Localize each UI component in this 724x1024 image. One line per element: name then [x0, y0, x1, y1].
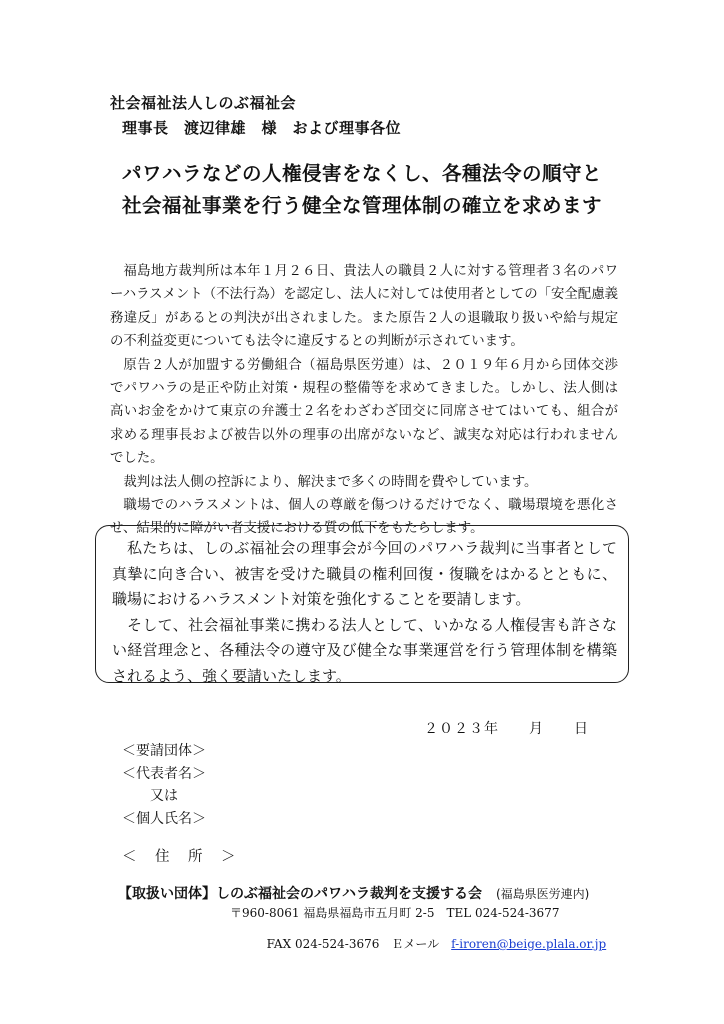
body-paragraph: 福島地方裁判所は本年１月２６日、貴法人の職員２人に対する管理者３名のパワーハラスメント（不法行為）を認定し、法人に対しては使用者としての「安全配慮義務違反」があるとの判決が出されました。また原告２人の退職取り扱いや給与規定の不利益変更についても法令に違反するとの判断が示されています。 [110, 264, 618, 350]
contact-fax-email [259, 921, 606, 952]
request-paragraph: 私たちは、しのぶ福祉会の理事会が今回のパワハラ裁判に当事者として真摯に向き合い、被害を受けた職員の権利回復・復職をはかるとともに、職場におけるハラスメント対策を強化することを要請します。 [112, 539, 617, 608]
field-representative: ＜代表者名＞ [122, 766, 206, 782]
organizer-sub: (福島県医労連内) [496, 887, 590, 901]
request-paragraph: そして、社会福祉事業に携わる法人として、いかなる人権侵害も許さない経営理念と、各種法令の遵守及び健全な事業運営を行う管理体制を構築されるよう、強く要請いたします。 [112, 615, 617, 685]
organizer-name: 【取扱い団体】しのぶ福祉会のパワハラ裁判を支援する会 [118, 886, 482, 902]
field-requesting-group: ＜要請団体＞ [122, 743, 206, 759]
field-address: ＜ 住 所 ＞ [122, 849, 238, 865]
body-paragraph: 裁判は法人側の控訴により、解決まで多くの時間を費やしています。 [123, 474, 538, 490]
body-paragraph: 職場でのハラスメントは、個人の尊厳を傷つけるだけでなく、職場環境を悪化させ、結果的に障がい者支援における質の低下をもたらします。 [110, 498, 618, 537]
document-title-line-1: パワハラなどの人権侵害をなくし、各種法令の順守と [121, 162, 602, 185]
fax-label: FAX 024-524-3676 Ｅメール [266, 937, 452, 951]
organizer [118, 883, 589, 903]
field-individual-name: ＜個人氏名＞ [122, 811, 206, 827]
request-box-text [112, 536, 617, 689]
addressee-organization: 社会福祉法人しのぶ福祉会 [110, 94, 297, 112]
email-link[interactable]: f-iroren@beige.plala.or.jp [451, 937, 607, 951]
field-or: 又は [150, 788, 178, 804]
date-line: ２０２３年 月 日 [424, 721, 589, 737]
body-text [110, 260, 618, 541]
contact-address-tel: 〒960-8061 福島県福島市五月町 2-5 TEL 024-524-3677 [230, 906, 560, 920]
addressee-names: 理事長 渡辺律雄 様 および理事各位 [122, 119, 402, 137]
body-paragraph: 原告２人が加盟する労働組合（福島県医労連）は、２０１９年６月から団体交渉でパワハラの是正や防止対策・規程の整備等を求めてきました。しかし、法人側は高いお金をかけて東京の弁護士２名をわざわざ団交に同席させてはいても、組合が求める理事長および被告以外の理事の出席がないなど、誠実な対応は行われませんでした。 [110, 357, 618, 467]
document-title-line-2: 社会福祉事業を行う健全な管理体制の確立を求めます [121, 194, 602, 217]
